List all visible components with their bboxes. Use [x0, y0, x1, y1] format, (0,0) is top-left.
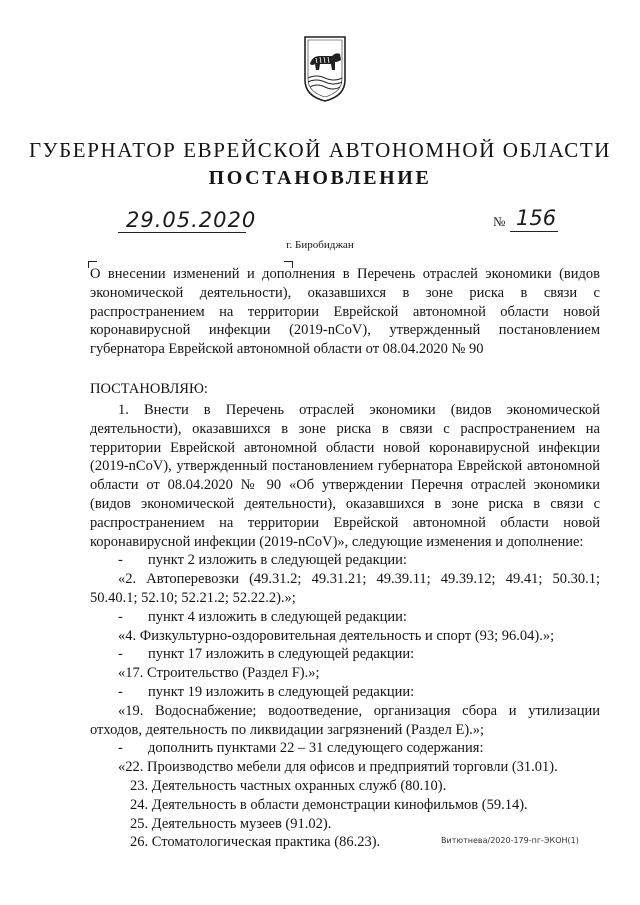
item-2-intro-text: пункт 2 изложить в следующей редакции: [148, 552, 407, 569]
item-2-text: «2. Автоперевозки (49.31.2; 49.31.21; 49.39.11; 49.39.12; 49.41; 50.30.1; 50.40.1; 52.10; 52.21.2; 52.22.2).»; [90, 571, 600, 606]
coat-of-arms-tiger-icon [302, 34, 348, 104]
item-26: 26. Стоматологическая практика (86.23). [130, 834, 381, 851]
dash-marker: - [118, 608, 123, 625]
number-label: № [493, 214, 506, 229]
dash-marker: - [118, 740, 123, 757]
supplement-intro-text: дополнить пунктами 22 – 31 следующего содержания: [148, 740, 484, 757]
item-19-intro [90, 683, 600, 702]
document-number: 156 [516, 206, 557, 230]
item-4-text: «4. Физкультурно-оздоровительная деятельность и спорт (93; 96.04).»; [118, 627, 555, 644]
item-19-text: «19. Водоснабжение; водоотведение, организация сбора и утилизации отходов, деятельность по ликвидации загрязнений (Раздел Е).»; [90, 702, 600, 738]
item-25: 25. Деятельность музеев (91.02). [130, 815, 332, 832]
decree-word: ПОСТАНОВЛЯЮ: [90, 381, 208, 397]
item-24: 24. Деятельность в области демонстрации кинофильмов (59.14). [130, 796, 528, 813]
item-22: «22. Производство мебели для офисов и предприятий торговли (31.01). [118, 759, 558, 776]
document-subject: О внесении изменений и дополнения в Перечень отраслей экономики (видов экономической деятельности), оказавшихся в зоне риска в связи с распространением на территории Еврейской автономной области новой коронавирусной инфекции (2019-nCoV), утвержденный постановлением губернатора Еврейской автономной области от 08.04.2020 № 90 [90, 266, 600, 358]
supplement-intro [90, 739, 600, 758]
dash-marker: - [118, 683, 123, 700]
document-date: 29.05.2020 [126, 208, 257, 232]
item-23: 23. Деятельность частных охранных служб (80.10). [130, 777, 447, 794]
number-underline [510, 231, 558, 232]
date-underline [118, 232, 246, 233]
issuing-authority: ГУБЕРНАТОР ЕВРЕЙСКОЙ АВТОНОМНОЙ ОБЛАСТИ [28, 138, 612, 162]
document-type: ПОСТАНОВЛЕНИЕ [208, 167, 432, 189]
item-17-text: «17. Строительство (Раздел F).»; [118, 665, 320, 682]
item-17-intro [90, 645, 600, 664]
dash-marker: - [118, 552, 123, 569]
item-2-intro [90, 551, 600, 570]
item-4-intro-text: пункт 4 изложить в следующей редакции: [148, 608, 407, 625]
item-4-intro [90, 608, 600, 627]
paragraph-1: 1. Внести в Перечень отраслей экономики (видов экономической деятельности), оказавшихся в зоне риска в связи с распространением на территории Еврейской автономной области новой коронавирусной инфекции (2019-nCoV), утвержденный постановлением губернатора Еврейской автономной области от 08.04.2020 № 90 «Об утверждении Перечня отраслей экономики (видов экономической деятельности), оказавшихся в зоне риска в связи с распространением на территории Еврейской автономной области новой коронавирусной инфекции (2019-nCoV)», следующие изменения и дополнение: [90, 402, 600, 550]
item-17-intro-text: пункт 17 изложить в следующей редакции: [148, 646, 415, 663]
city-name: г. Биробиджан [286, 239, 354, 251]
decree-body [90, 401, 600, 852]
item-19-intro-text: пункт 19 изложить в следующей редакции: [148, 683, 415, 700]
document-footer: Витютнева/2020-179-пг-ЭКОН(1) [441, 836, 579, 845]
dash-marker: - [118, 646, 123, 663]
